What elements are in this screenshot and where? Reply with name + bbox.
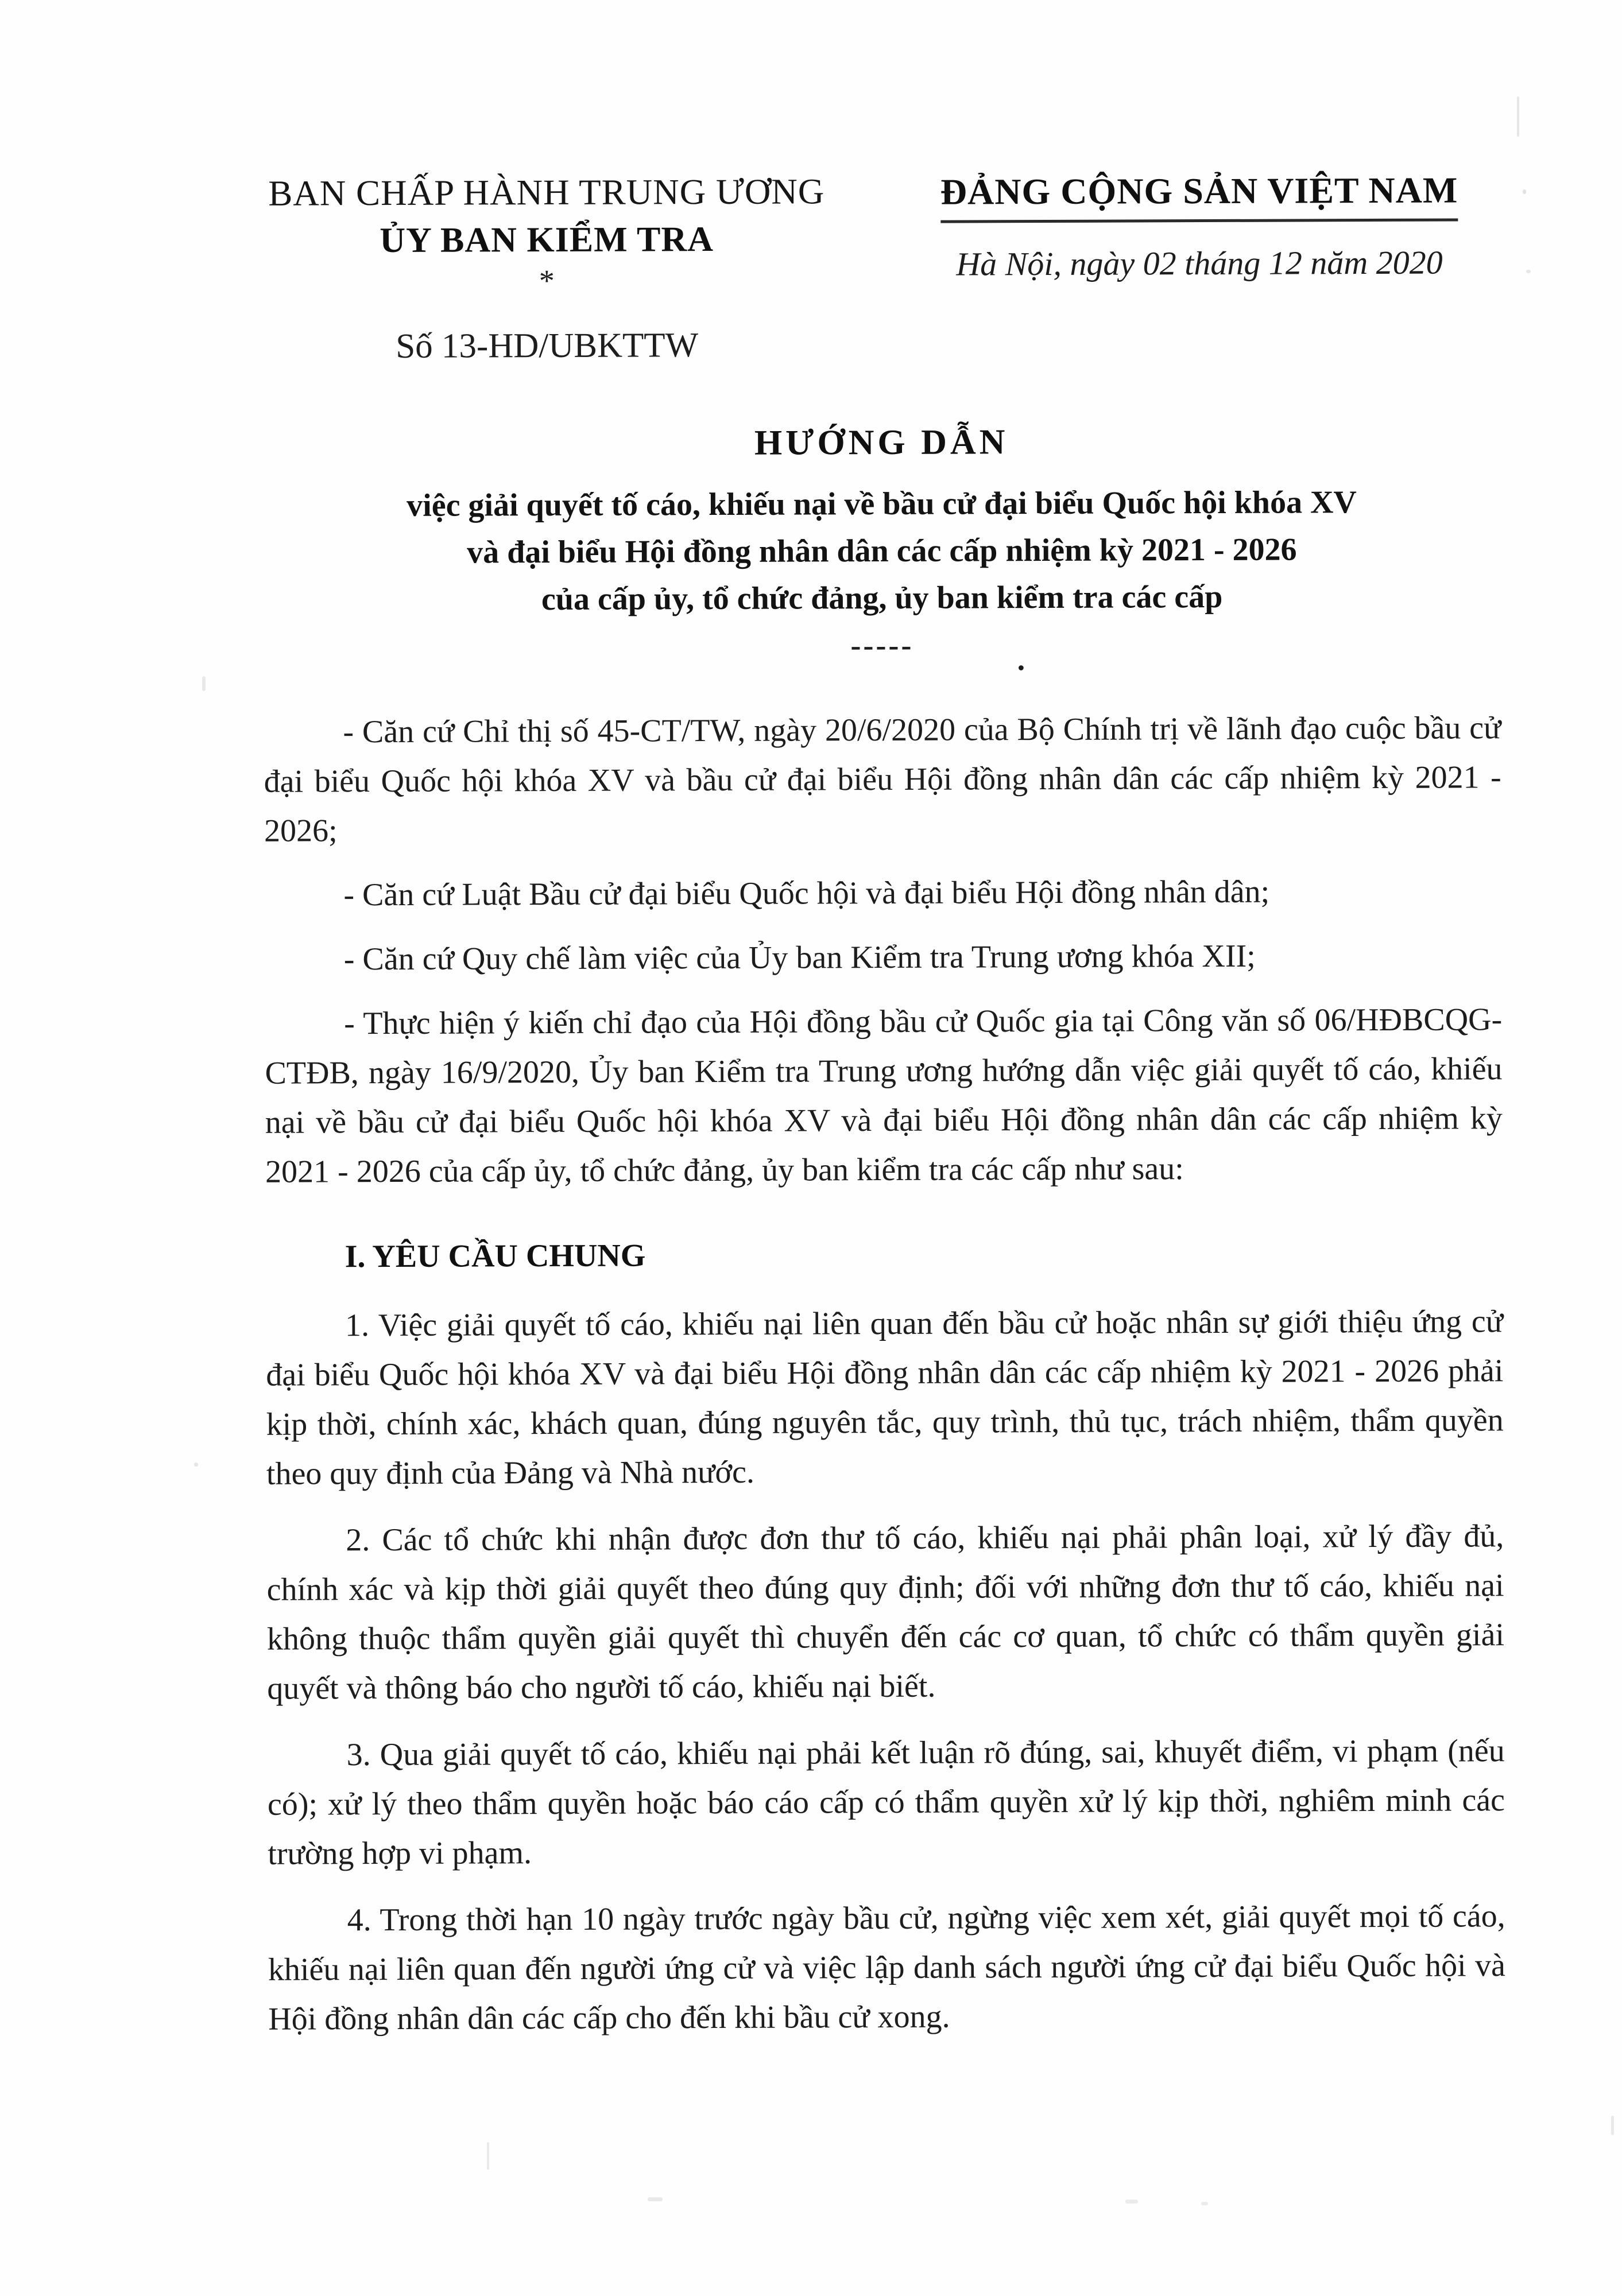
national-header-block xyxy=(899,169,1500,284)
scan-artifact xyxy=(1523,189,1526,194)
preamble-paragraph-4: - Thực hiện ý kiến chỉ đạo của Hội đồng bầu cử Quốc gia tại Công văn số 06/HĐBCQG-CTĐB, ngày 16/9/2020, Ủy ban Kiểm tra Trung ương hướng dẫn việc giải quyết tố cáo, khiếu nại về bầu cử đại biểu Quốc hội khóa XV và đại biểu Hội đồng nhân dân các cấp nhiệm kỳ 2021 - 2026 của cấp ủy, tổ chức đảng, ủy ban kiểm tra các cấp như sau: xyxy=(265,1001,1503,1190)
body-paragraph-4: 4. Trong thời hạn 10 ngày trước ngày bầu cử, ngừng việc xem xét, giải quyết mọi tố cáo, khiếu nại liên quan đến người ứng cử và việc lập danh sách người ứng cử đại biểu Quốc hội và Hội đồng nhân dân các cấp cho đến khi bầu cử xong. xyxy=(268,1898,1506,2037)
preamble-paragraph-2: - Căn cứ Luật Bầu cử đại biểu Quốc hội và đại biểu Hội đồng nhân dân; xyxy=(343,874,1270,913)
scan-artifact xyxy=(648,2197,663,2201)
star-separator: * xyxy=(539,263,555,298)
scan-artifact xyxy=(487,2142,489,2170)
body-paragraph-3: 3. Qua giải quyết tố cáo, khiếu nại phải kết luận rõ đúng, sai, khuyết điểm, vi phạm (nếu có); xử lý theo thẩm quyền hoặc báo cáo cấp có thẩm quyền xử lý kịp thời, nghiêm minh các trường hợp vi phạm. xyxy=(267,1732,1505,1872)
stray-dot-mark: . xyxy=(1017,642,1028,677)
org-name: ỦY BAN KIỂM TRA xyxy=(380,219,714,260)
title-separator xyxy=(264,627,1501,677)
party-name: ĐẢNG CỘNG SẢN VIỆT NAM xyxy=(940,169,1458,223)
document-type-title: HƯỚNG DẪN xyxy=(754,422,1009,463)
scan-artifact xyxy=(1125,2200,1138,2204)
scan-artifact xyxy=(1611,2116,1614,2135)
scan-artifact xyxy=(202,676,206,691)
scan-artifact xyxy=(194,1463,198,1467)
body-paragraph-1: 1. Việc giải quyết tố cáo, khiếu nại liên quan đến bầu cử hoặc nhân sự giới thiệu ứng cử đại biểu Quốc hội khóa XV và đại biểu Hội đồng nhân dân các cấp nhiệm kỳ 2021 - 2026 phải kịp thời, chính xác, khách quan, đúng nguyên tắc, quy trình, thủ tục, trách nhiệm, thẩm quyền theo quy định của Đảng và Nhà nước. xyxy=(266,1303,1504,1492)
preamble-paragraph-1: - Căn cứ Chỉ thị số 45-CT/TW, ngày 20/6/2020 của Bộ Chính trị về lãnh đạo cuộc bầu cử đại biểu Quốc hội khóa XV và bầu cử đại biểu Hội đồng nhân dân các cấp nhiệm kỳ 2021 - 2026; xyxy=(264,709,1501,849)
document-body xyxy=(264,703,1505,2044)
scan-artifact xyxy=(1526,270,1531,273)
title-block xyxy=(263,420,1501,677)
place-and-date: Hà Nội, ngày 02 tháng 12 năm 2020 xyxy=(956,243,1443,283)
title-line-1: việc giải quyết tố cáo, khiếu nại về bầu cử đại biểu Quốc hội khóa XV xyxy=(407,484,1357,523)
document-number: Số 13-HD/UBKTTW xyxy=(396,325,699,366)
title-line-3: của cấp ủy, tổ chức đảng, ủy ban kiểm tra các cấp xyxy=(541,579,1223,617)
scan-artifact xyxy=(1201,2202,1208,2205)
preamble-paragraph-3: - Căn cứ Quy chế làm việc của Ủy ban Kiểm tra Trung ương khóa XII; xyxy=(343,938,1256,977)
separator-dashes: ----- xyxy=(850,627,914,662)
title-line-2: và đại biểu Hội đồng nhân dân các cấp nhiệm kỳ 2021 - 2026 xyxy=(467,532,1297,571)
document-header xyxy=(262,169,1500,367)
scan-artifact xyxy=(1517,96,1519,137)
issuing-org-block xyxy=(262,171,831,367)
body-paragraph-2: 2. Các tổ chức khi nhận được đơn thư tố cáo, khiếu nại phải phân loại, xử lý đầy đủ, chính xác và kịp thời giải quyết theo đúng quy định; đối với những đơn thư tố cáo, khiếu nại không thuộc thẩm quyền giải quyết thì chuyển đến các cơ quan, tổ chức có thẩm quyền giải quyết và thông báo cho người tố cáo, khiếu nại biết. xyxy=(266,1518,1505,1707)
document-content xyxy=(261,0,1505,2043)
org-parent-name: BAN CHẤP HÀNH TRUNG ƯƠNG xyxy=(268,171,825,214)
section-heading-i: I. YÊU CẦU CHUNG xyxy=(344,1237,646,1274)
